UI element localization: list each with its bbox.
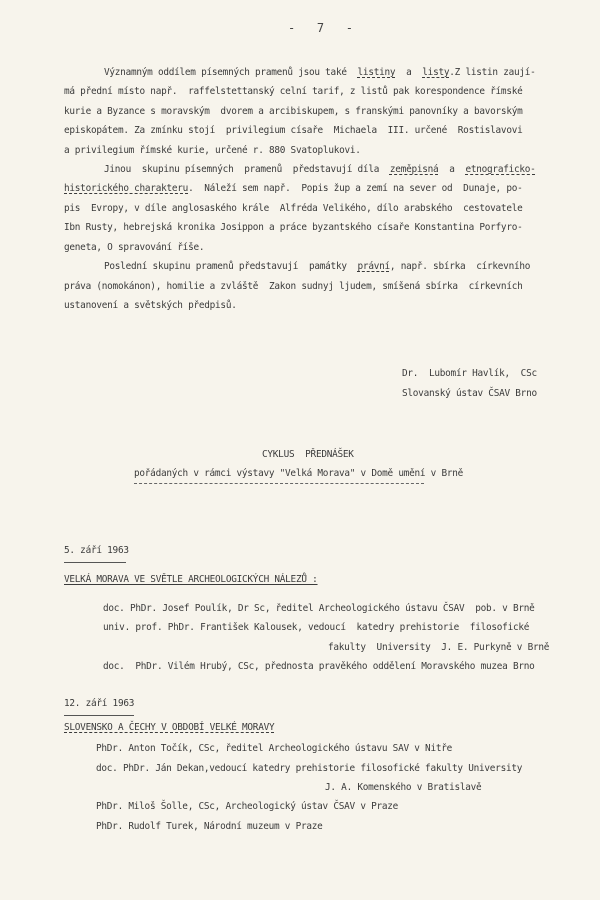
- paragraph-1-line-1: [104, 67, 536, 79]
- lecture-cycle-title: CYKLUS PŘEDNÁŠEK: [262, 449, 354, 460]
- paragraph-1-line-3: kurie a Byzance s moravským dvorem a arcibiskupem, s franskými panovníky a bavorským: [64, 106, 523, 117]
- subtitle-dashed-rule: [134, 483, 424, 484]
- session-2-topic: [64, 722, 274, 734]
- signature-institution: Slovanský ústav ČSAV Brno: [402, 388, 537, 399]
- session-2-speaker-2: doc. PhDr. Ján Dekan,vedoucí katedry prehistorie filosofické fakulty University: [96, 763, 523, 774]
- session-1-speaker-2: univ. prof. PhDr. František Kalousek, vedoucí katedry prehistorie filosofické: [103, 622, 530, 633]
- text: , např. sbírka církevního: [389, 261, 531, 272]
- session-2-speaker-4: PhDr. Rudolf Turek, Národní muzeum v Praze: [96, 821, 323, 832]
- session-2-date: 12. září 1963: [64, 698, 135, 709]
- underlined-term: etnograficko-: [465, 164, 536, 175]
- paragraph-2-line-3: pis Evropy, v díle anglosaského krále Alfréda Velikého, dílo arabského cestovatele: [64, 203, 523, 214]
- paragraph-3-line-3: ustanovení a světských předpisů.: [64, 300, 237, 311]
- page-number: - 7 -: [288, 21, 354, 35]
- text: Významným oddílem písemných pramenů jsou také: [104, 67, 358, 78]
- paragraph-3-line-2: práva (nomokánon), homilie a zvláště Zakon sudnyj ljudem, smíšená sbírka církevních: [64, 281, 523, 292]
- text: Poslední skupinu pramenů představují památky: [104, 261, 358, 272]
- session-1-date: 5. září 1963: [64, 545, 129, 556]
- session-1-speaker-1: doc. PhDr. Josef Poulík, Dr Sc, ředitel Archeologického ústavu ČSAV pob. v Brně: [103, 603, 535, 614]
- session-2-speaker-2-cont: J. A. Komenského v Bratislavě: [325, 782, 482, 793]
- paragraph-2-line-1: [104, 164, 536, 176]
- paragraph-3-line-1: [104, 261, 530, 273]
- paragraph-1-line-5: a privilegium římské kurie, určené r. 880 Svatoplukovi.: [64, 145, 361, 156]
- session-1-topic: [64, 574, 318, 586]
- underlined-term: historického charakteru: [64, 183, 189, 194]
- text: . Náleží sem např. Popis žup a zemí na sever od Dunaje, po-: [188, 183, 523, 194]
- paragraph-1-line-2: má přední místo např. raffelstettanský celní tarif, z listů pak korespondence římské: [64, 86, 523, 97]
- session-1-speaker-3: doc. PhDr. Vilém Hrubý, CSc, přednosta pravěkého oddělení Moravského muzea Brno: [103, 661, 535, 672]
- paragraph-2-line-4: Ibn Rusty, hebrejská kronika Josippon a práce byzantského císaře Konstantina Porfyro-: [64, 222, 523, 233]
- underlined-term: listy: [422, 67, 450, 78]
- text: a: [438, 164, 466, 175]
- paragraph-1-line-4: episkopátem. Za zmínku stojí privilegium císaře Michaela III. určené Rostislavovi: [64, 125, 523, 136]
- date-underline: [64, 715, 134, 716]
- text: Jinou skupinu písemných pramenů představují díla: [104, 164, 390, 175]
- underlined-term: zeměpisná: [389, 164, 439, 175]
- text: .Z listin zaují-: [449, 67, 536, 78]
- paragraph-2-line-5: geneta, O spravování říše.: [64, 242, 205, 253]
- paragraph-2-line-2: [64, 183, 523, 195]
- session-2-speaker-1: PhDr. Anton Točík, CSc, ředitel Archeologického ústavu SAV v Nitře: [96, 743, 453, 754]
- topic-text: VELKÁ MORAVA VE SVĚTLE ARCHEOLOGICKÝCH NÁLEZŮ :: [64, 574, 318, 585]
- topic-text: SLOVENSKO A ČECHY V OBDOBÍ VELKÉ MORAVY: [64, 722, 275, 733]
- session-1-speaker-2-cont: fakulty University J. E. Purkyně v Brně: [328, 642, 550, 653]
- signature-name: Dr. Lubomír Havlík, CSc: [402, 368, 537, 379]
- underlined-term: listiny: [357, 67, 396, 78]
- underlined-term: právní: [357, 261, 390, 272]
- lecture-cycle-subtitle: pořádaných v rámci výstavy "Velká Morava" v Domě umění v Brně: [134, 468, 464, 479]
- session-2-speaker-3: PhDr. Miloš Šolle, CSc, Archeologický ústav ČSAV v Praze: [96, 801, 399, 812]
- text: a: [395, 67, 423, 78]
- date-underline: [64, 562, 126, 563]
